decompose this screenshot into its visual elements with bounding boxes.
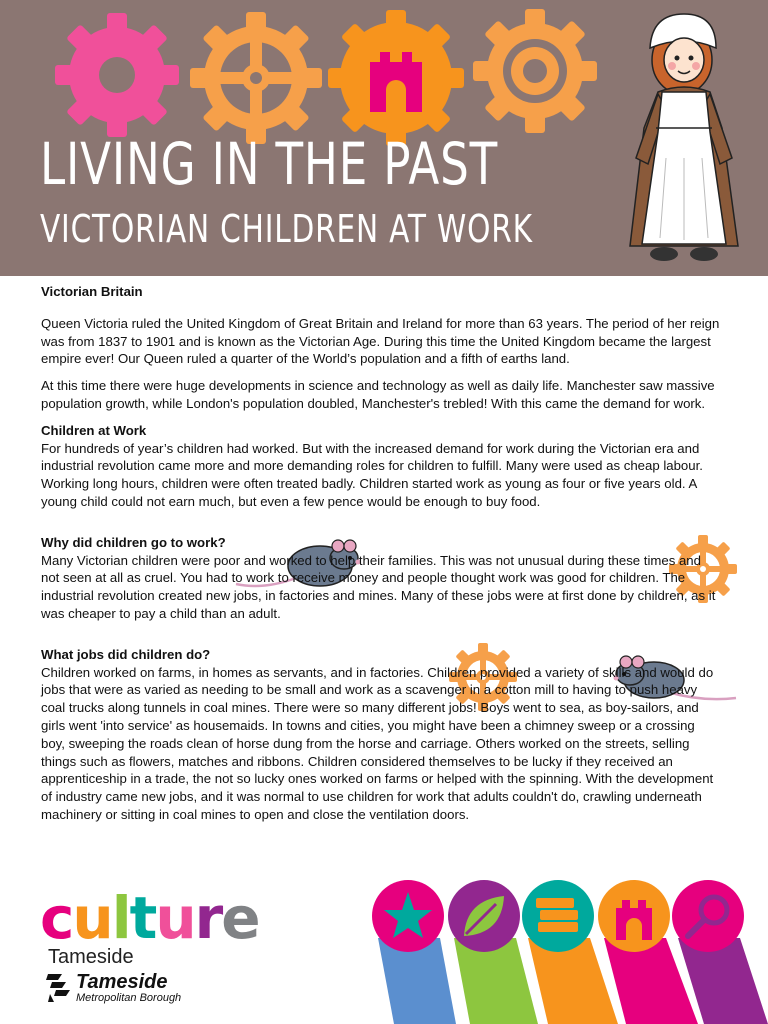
castle-gear-icon [326,8,466,148]
page-subtitle: VICTORIAN CHILDREN AT WORK [40,207,533,251]
section-heading: Victorian Britain [41,284,143,299]
culture-letter: u [155,884,195,952]
culture-wordmark [40,884,259,952]
paragraph: At this time there were huge developments in science and technology as well as daily life. Manchester saw massive population growth, while London's population doubled, Manchester's trebled! With this came the demand for work. [41,378,715,411]
culture-letter: l [111,884,130,952]
culture-subtitle: Tameside [48,946,134,968]
paragraph: Many Victorian children were poor and worked to help their families. This was not unusual during these times and not seen at all as cruel. You had to work to receive money and people thought work was good for children. The industrial revolution created new jobs, in factories and mines. Many of these jobs were at first done by children, as it was cheaper to pay a child than an adult. [41,552,716,621]
magnifier-icon [672,880,744,952]
tameside-emblem-icon [46,972,72,1002]
footer-icon-circles [368,878,768,1024]
star-icon [372,880,444,952]
header-banner [0,0,768,276]
orange-wheel-gear-icon [188,10,324,146]
culture-letter: r [194,884,222,952]
culture-tameside-logo [40,884,259,969]
books-icon [522,880,594,952]
council-name: Tameside [76,971,168,993]
page-title: LIVING IN THE PAST [40,130,499,198]
culture-letter: t [129,884,156,952]
pink-gear-icon [52,10,182,140]
section-heading: Children at Work [41,422,147,438]
tameside-council-logo [46,972,181,1005]
article-body [41,283,721,833]
leaf-icon [448,880,520,952]
culture-letter: u [72,884,112,952]
culture-letter: c [40,884,73,952]
paragraph: For hundreds of year’s children had worked. But with the increased demand for work during the Victorian era and industrial revolution came more and more demanding roles for children to fulfill. Many were used as cheap labour. Working long hours, children were often treated badly. Children started work as young as four or five years old. A young child could not earn much, but even a few pence would be enough to buy food. [41,440,703,509]
orange-ring-gear-icon [470,6,600,136]
culture-letter: e [221,884,259,952]
paragraph: Queen Victoria ruled the United Kingdom of Great Britain and Ireland for more than 63 years. The period of her reign was from 1837 to 1901 and is known as the Victorian Age. During this time the United Kingdom became the largest empire ever! Our Queen ruled a quarter of the World’s population and a fifth of earths land. [41,315,720,367]
section-heading: What jobs did children do? [41,646,211,662]
paragraph: Children worked on farms, in homes as servants, and in factories. Children provided a variety of skills and would do jobs that were as varied as needing to be small and work as a scavenger in a cotton mill to having to push heavy coal trucks along tunnels in coal mines. There were so many different jobs! Boys went to sea, as boy-sailors, and girls went 'into service' as housemaids. In towns and cities, you might have been a chimney sweep or a crossing boy, sweeping the roads clean of horse dung from the horse and carriage. Others worked on the streets, selling things such as flowers, matches and ribbons. Children considered themselves to be lucky if they received an apprenticeship in a trade, the not so lucky ones worked on farms or helped with the spinning. With the development of industry came new jobs, and it was normal to use children for work that adults couldn't do, crawling underneath machinery or sitting in coal mines to open and close the ventilation doors. [41,664,714,822]
victorian-girl-illustration [622,8,752,266]
council-subtitle: Metropolitan Borough [76,992,182,1004]
castle-icon [598,880,670,952]
section-heading: Why did children go to work? [41,534,226,550]
